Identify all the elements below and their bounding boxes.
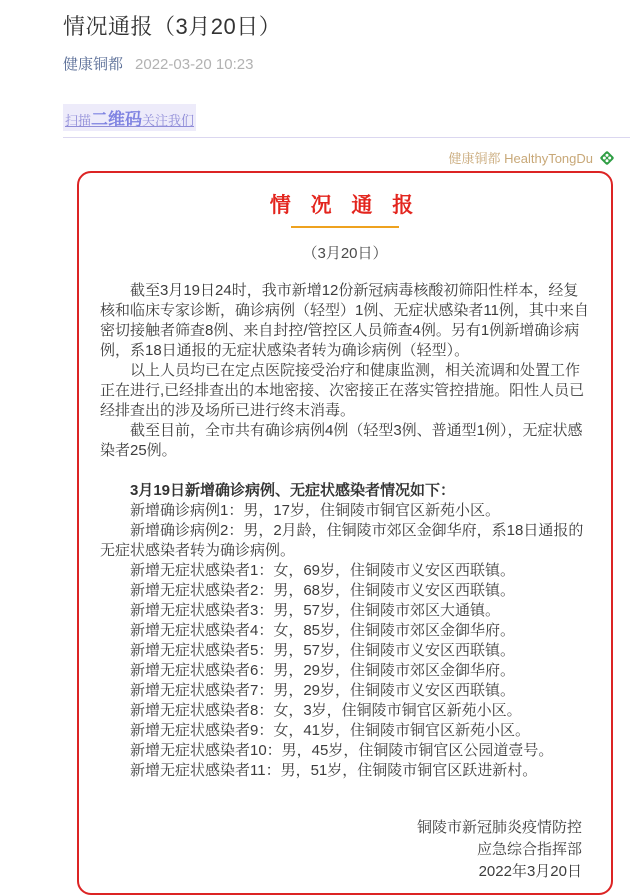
case-list-heading: 3月19日新增确诊病例、无症状感染者情况如下：: [130, 482, 456, 499]
qr-follow-row: [63, 104, 612, 131]
case-line: 新增无症状感染者2：男，68岁，住铜陵市义安区西联镇。: [130, 582, 516, 599]
notice-title: 情 况 通 报: [269, 194, 421, 217]
notice-card: [77, 171, 613, 895]
case-line: 新增无症状感染者9：女，41岁，住铜陵市铜官区新苑小区。: [130, 722, 531, 739]
case-line: 新增无症状感染者5：男，57岁，住铜陵市义安区西联镇。: [130, 642, 516, 659]
qr-link-suffix: 关注我们: [142, 113, 195, 128]
case-line: 新增无症状感染者3：男，57岁，住铜陵市郊区大通镇。: [130, 602, 501, 619]
paragraph: 以上人员均已在定点医院接受治疗和健康监测，相关流调和处置工作正在进行,已经排查出的本地密接、次密接正在落实管控措施。阳性人员已经排查出的涉及场所已进行终末消毒。: [100, 362, 585, 419]
brand-banner: [63, 148, 616, 167]
case-line: 新增确诊病例2：男，2月龄，住铜陵市郊区金御华府，系18日通报的无症状感染者转为确诊病例。: [100, 522, 584, 559]
case-line: 新增无症状感染者6：男，29岁，住铜陵市郊区金御华府。: [130, 662, 516, 679]
case-line: 新增无症状感染者11：男，51岁，住铜陵市铜官区跃进新村。: [130, 762, 538, 779]
signature-line: 2022年3月20日: [478, 863, 582, 880]
case-line: 新增无症状感染者1：女，69岁，住铜陵市义安区西联镇。: [130, 562, 516, 579]
qr-link-prefix: 扫描: [65, 113, 92, 128]
brand-text: 健康铜都 HealthyTongDu: [448, 151, 593, 166]
notice-title-underline: [291, 226, 399, 228]
paragraph: 截至3月19日24时，我市新增12份新冠病毒核酸初筛阳性样本，经复核和临床专家诊断，确诊病例（轻型）1例、无症状感染者11例，其中来自密切接触者筛查8例、来自封控/管控区人员筛查4例。另有1例新增确诊病例，系18日通报的无症状感染者转为确诊病例（轻型）。: [100, 282, 589, 359]
qr-link-emphasis: 二维码: [91, 110, 143, 129]
case-line: 新增无症状感染者10：男，45岁，住铜陵市铜官区公园道壹号。: [130, 742, 554, 759]
publish-timestamp: 2022-03-20 10:23: [135, 56, 254, 73]
divider-line: [63, 137, 630, 138]
notice-subtitle: （3月20日）: [302, 245, 388, 262]
signature-block: [100, 817, 590, 883]
page-title: 情况通报（3月20日）: [63, 14, 282, 39]
article-meta: [63, 53, 612, 74]
case-line: 新增无症状感染者8：女，3岁，住铜陵市铜官区新苑小区。: [130, 702, 522, 719]
qr-follow-link[interactable]: [63, 104, 196, 131]
account-name-link[interactable]: 健康铜都: [63, 56, 124, 73]
notice-body: [100, 281, 590, 781]
paragraph: 截至目前，全市共有确诊病例4例（轻型3例、普通型1例），无症状感染者25例。: [100, 422, 583, 459]
case-line: 新增无症状感染者7：男，29岁，住铜陵市义安区西联镇。: [130, 682, 516, 699]
signature-line: 应急综合指挥部: [476, 841, 582, 858]
signature-line: 铜陵市新冠肺炎疫情防控: [416, 819, 582, 836]
case-line: 新增无症状感染者4：女，85岁，住铜陵市郊区金御华府。: [130, 622, 516, 639]
green-clover-diamond-icon: [598, 149, 616, 167]
case-line: 新增确诊病例1：男，17岁，住铜陵市铜官区新苑小区。: [130, 502, 501, 519]
